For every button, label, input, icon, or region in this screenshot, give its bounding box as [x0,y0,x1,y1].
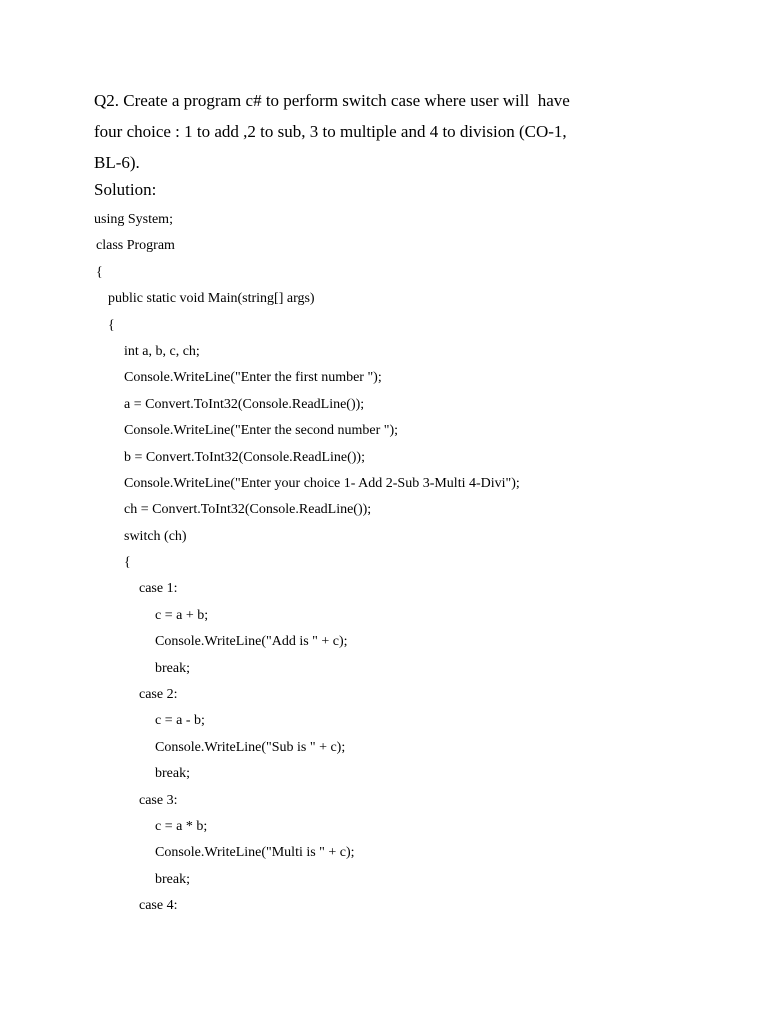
code-text: break; [155,766,190,782]
code-line [94,445,734,471]
code-line [94,708,734,734]
code-line [94,497,734,523]
code-text: Console.WriteLine("Enter your choice 1- Add 2-Sub 3-Multi 4-Divi"); [124,475,520,491]
code-line [94,471,734,497]
question-line: BL-6). [94,153,140,172]
code-text: switch (ch) [124,528,187,544]
code-text: Console.WriteLine("Enter the first number "); [124,370,382,386]
code-text: Console.WriteLine("Add is " + c); [155,634,348,650]
code-line [94,339,734,365]
question-text [94,85,634,178]
code-text: case 3: [139,792,178,808]
code-text: ch = Convert.ToInt32(Console.ReadLine()); [124,502,372,518]
code-line [94,735,734,761]
code-text: using System; [94,212,173,227]
code-line [94,392,734,418]
code-line [94,313,734,339]
question-line: four choice : 1 to add ,2 to sub, 3 to multiple and 4 to division (CO-1, [94,122,567,141]
solution-heading: Solution: [94,180,157,199]
code-line [94,418,734,444]
code-text: break; [155,871,190,887]
code-text: Console.WriteLine("Enter the second number "); [124,423,399,439]
code-text: Console.WriteLine("Multi is " + c); [155,845,355,861]
code-text: Console.WriteLine("Sub is " + c); [155,739,346,755]
code-line [94,524,734,550]
code-text: c = a - b; [155,713,205,729]
code-line [94,761,734,787]
code-line [94,286,734,312]
code-line [94,550,734,576]
code-block [94,207,734,920]
code-text: public static void Main(string[] args) [108,291,315,307]
code-text: class Program [96,238,175,254]
code-text: { [124,555,131,571]
question-line: Q2. Create a program c# to perform switch case where user will have [94,91,570,110]
code-text: c = a * b; [155,818,208,834]
code-line [94,576,734,602]
code-line [94,603,734,629]
code-line [94,867,734,893]
code-text: int a, b, c, ch; [124,343,200,359]
code-line [94,233,734,259]
code-text: break; [155,660,190,676]
code-line [94,814,734,840]
code-line [94,365,734,391]
code-text: case 4: [139,898,178,914]
code-line [94,207,734,233]
code-line [94,840,734,866]
code-line [94,260,734,286]
code-line [94,893,734,919]
code-text: c = a + b; [155,607,209,623]
code-text: case 1: [139,581,178,597]
code-line [94,788,734,814]
code-text: { [96,264,103,280]
code-text: b = Convert.ToInt32(Console.ReadLine()); [124,449,365,465]
code-line [94,656,734,682]
code-line [94,629,734,655]
code-line [94,682,734,708]
code-text: { [108,317,115,333]
code-text: case 2: [139,687,178,703]
code-text: a = Convert.ToInt32(Console.ReadLine()); [124,396,365,412]
